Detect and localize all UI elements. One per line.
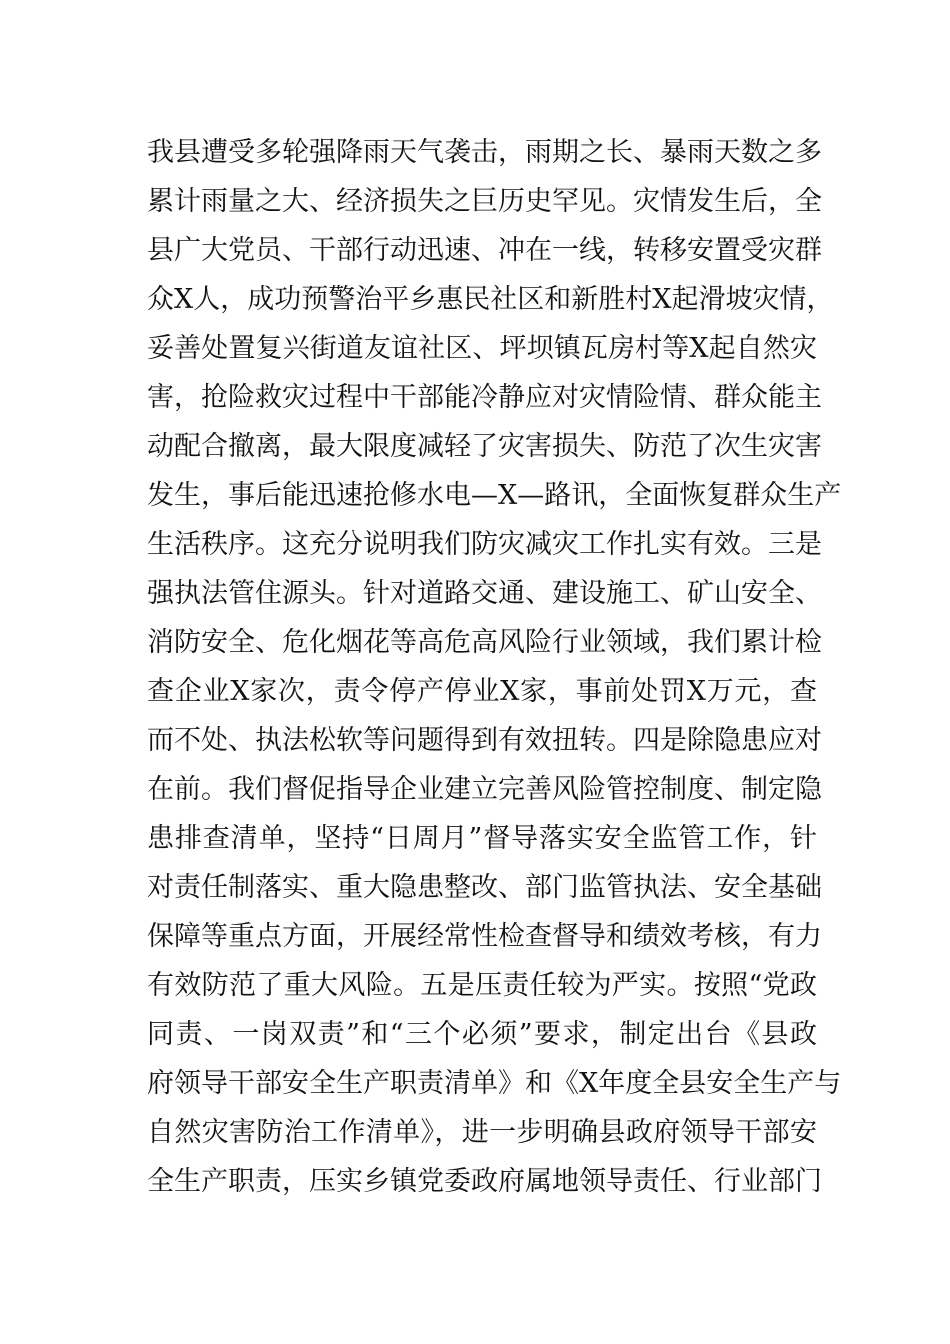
text-line: 对责任制落实、重大隐患整改、部门监管执法、安全基础 [147, 872, 822, 903]
text-line: 消防安全、危化烟花等高危高风险行业领域，我们累计检 [147, 627, 822, 658]
text-line: 在前。我们督促指导企业建立完善风险管控制度、制定隐 [147, 774, 822, 805]
text-line: 强执法管住源头。针对道路交通、建设施工、矿山安全、 [147, 578, 822, 609]
text-line: 查企业X家次，责令停产停业X家，事前处罚X万元，查 [147, 676, 817, 707]
text-line: 众X人，成功预警治平乡惠民社区和新胜村X起滑坡灾情， [147, 284, 834, 315]
text-line: 累计雨量之大、经济损失之巨历史罕见。灾情发生后，全 [147, 186, 822, 217]
text-line: 保障等重点方面，开展经常性检查督导和绩效考核，有力 [147, 921, 822, 952]
text-line: 有效防范了重大风险。五是压责任较为严实。按照“党政 [147, 970, 817, 1001]
text-line: 县广大党员、干部行动迅速、冲在一线，转移安置受灾群 [147, 235, 822, 266]
text-line: 自然灾害防治工作清单》，进一步明确县政府领导干部安 [147, 1117, 817, 1148]
text-line: 全生产职责，压实乡镇党委政府属地领导责任、行业部门 [147, 1166, 822, 1197]
text-line: 生活秩序。这充分说明我们防灾减灾工作扎实有效。三是 [147, 529, 822, 560]
text-line: 府领导干部安全生产职责清单》和《X年度全县安全生产与 [147, 1068, 842, 1099]
text-line: 同责、一岗双责”和“三个必须”要求，制定出台《县政 [147, 1019, 817, 1050]
text-line: 害，抢险救灾过程中干部能冷静应对灾情险情、群众能主 [147, 382, 822, 413]
text-line: 发生，事后能迅速抢修水电—X—路讯，全面恢复群众生产 [147, 480, 842, 511]
text-line: 我县遭受多轮强降雨天气袭击，雨期之长、暴雨天数之多 [147, 137, 822, 168]
body-text [147, 128, 842, 1206]
text-line: 患排查清单，坚持“日周月”督导落实安全监管工作，针 [147, 823, 817, 854]
text-line: 动配合撤离，最大限度减轻了灾害损失、防范了次生灾害 [147, 431, 822, 462]
text-line: 而不处、执法松软等问题得到有效扭转。四是除隐患应对 [147, 725, 822, 756]
text-line: 妥善处置复兴街道友谊社区、坪坝镇瓦房村等X起自然灾 [147, 333, 817, 364]
